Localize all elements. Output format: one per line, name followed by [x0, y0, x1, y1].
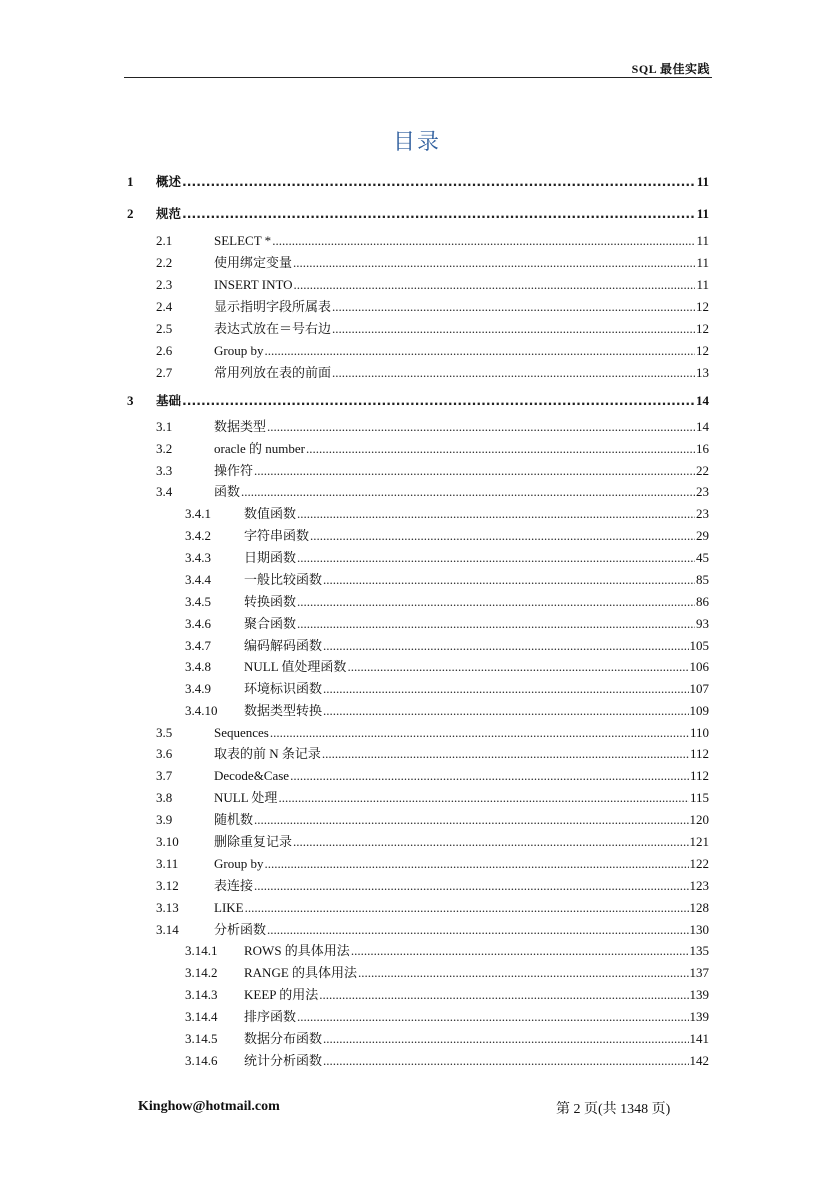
toc-entry-page-number: 11 [696, 206, 709, 221]
toc-entry-number: 3.4.10 [185, 703, 218, 718]
toc-entry[interactable] [185, 657, 709, 677]
dot-leader [332, 363, 695, 383]
toc-entry-title: Decode&Case [214, 768, 290, 783]
toc-entry-number: 3.14.3 [185, 987, 218, 1002]
toc-entry-title: 编码解码函数 [244, 638, 323, 653]
toc-entry-title: Sequences [214, 725, 269, 740]
toc-entry-page-number: 22 [696, 463, 709, 478]
toc-entry[interactable] [156, 319, 709, 339]
toc-entry-page-number: 139 [689, 987, 709, 1002]
toc-entry-number: 2.3 [156, 277, 173, 292]
toc-entry-title: NULL 值处理函数 [244, 659, 347, 674]
dot-leader [323, 679, 688, 699]
toc-entry-title: 函数 [214, 484, 241, 499]
dot-leader [278, 788, 689, 808]
toc-entry-number: 3.4.9 [185, 681, 211, 696]
toc-entry-title: 显示指明字段所属表 [214, 299, 332, 314]
dot-leader [332, 319, 695, 339]
toc-entry[interactable] [156, 788, 709, 808]
toc-entry-page-number: 14 [696, 419, 709, 434]
toc-entry-title: 常用列放在表的前面 [214, 365, 332, 380]
toc-entry-page-number: 109 [689, 703, 709, 718]
toc-entry-number: 2.1 [156, 233, 173, 248]
toc-entry-page-number: 107 [689, 681, 709, 696]
dot-leader [297, 614, 695, 634]
toc-entry-number: 3.4 [156, 484, 173, 499]
toc-entry[interactable] [185, 701, 709, 721]
toc-entry-number: 3.2 [156, 441, 173, 456]
dot-leader [297, 592, 695, 612]
toc-entry-number: 2.6 [156, 343, 173, 358]
dot-leader [182, 172, 696, 192]
toc-entry-title: 数据类型 [214, 419, 267, 434]
dot-leader [358, 963, 688, 983]
toc-entry-page-number: 130 [689, 922, 709, 937]
toc-entry-page-number: 85 [696, 572, 709, 587]
dot-leader [319, 985, 688, 1005]
dot-leader [290, 766, 689, 786]
toc-entry-page-number: 120 [689, 812, 709, 827]
toc-entry-page-number: 11 [696, 277, 709, 292]
toc-entry[interactable] [185, 548, 709, 568]
toc-entry[interactable] [156, 482, 709, 502]
dot-leader [254, 810, 688, 830]
toc-entry[interactable] [156, 766, 709, 786]
toc-entry-page-number: 106 [689, 659, 709, 674]
dot-leader [323, 1051, 688, 1071]
toc-entry-title: 字符串函数 [244, 528, 310, 543]
toc-entry-number: 3 [127, 393, 134, 408]
toc-entry-number: 3.14.2 [185, 965, 218, 980]
dot-leader [323, 1029, 688, 1049]
toc-entry-page-number: 112 [689, 768, 709, 783]
toc-entry-title: NULL 处理 [214, 790, 278, 805]
toc-entry-title: Group by [214, 343, 264, 358]
toc-entry-title: 表连接 [214, 878, 254, 893]
toc-entry[interactable] [156, 920, 709, 940]
toc-entry-page-number: 122 [689, 856, 709, 871]
toc-entry-title: 日期函数 [244, 550, 297, 565]
toc-entry-number: 1 [127, 174, 134, 189]
toc-entry-title: ROWS 的具体用法 [244, 943, 350, 958]
toc-entry-number: 3.3 [156, 463, 173, 478]
toc-entry-number: 3.10 [156, 834, 179, 849]
toc-entry-page-number: 137 [689, 965, 709, 980]
toc-entry[interactable] [156, 275, 709, 295]
toc-entry-number: 3.7 [156, 768, 173, 783]
toc-entry-title: 一般比较函数 [244, 572, 323, 587]
dot-leader [293, 253, 695, 273]
toc-entry-page-number: 11 [696, 233, 709, 248]
toc-entry[interactable] [185, 985, 709, 1005]
dot-leader [297, 1007, 688, 1027]
dot-leader [332, 297, 695, 317]
dot-leader [245, 898, 689, 918]
dot-leader [182, 391, 695, 411]
toc-entry-number: 3.8 [156, 790, 173, 805]
toc-entry-number: 3.4.8 [185, 659, 211, 674]
dot-leader [297, 548, 695, 568]
toc-entry[interactable] [156, 744, 709, 764]
toc-entry-number: 2.7 [156, 365, 173, 380]
toc-entry-page-number: 12 [696, 321, 709, 336]
toc-entry-page-number: 29 [696, 528, 709, 543]
dot-leader [322, 744, 689, 764]
toc-entry[interactable] [156, 297, 709, 317]
toc-entry-title: 删除重复记录 [214, 834, 293, 849]
toc-entry[interactable] [156, 461, 709, 481]
dot-leader [270, 723, 689, 743]
toc-entry[interactable] [156, 231, 709, 251]
toc-entry-page-number: 112 [689, 746, 709, 761]
toc-entry-number: 3.4.1 [185, 506, 211, 521]
toc-entry-page-number: 105 [689, 638, 709, 653]
toc-entry-title: 排序函数 [244, 1009, 297, 1024]
toc-entry-title: 分析函数 [214, 922, 267, 937]
toc-entry-number: 2.4 [156, 299, 173, 314]
toc-entry-title: Group by [214, 856, 264, 871]
toc-entry[interactable] [156, 439, 709, 459]
dot-leader [294, 275, 696, 295]
toc-entry-page-number: 45 [696, 550, 709, 565]
toc-entry[interactable] [156, 810, 709, 830]
toc-entry-title: 规范 [156, 206, 182, 221]
toc-entry-number: 3.14.4 [185, 1009, 218, 1024]
toc-entry-number: 3.14.5 [185, 1031, 218, 1046]
toc-entry-page-number: 142 [689, 1053, 709, 1068]
toc-entry-page-number: 13 [696, 365, 709, 380]
toc-entry-page-number: 93 [696, 616, 709, 631]
toc-entry-title: 基础 [156, 393, 182, 408]
toc-entry-title: 数据分布函数 [244, 1031, 323, 1046]
toc-entry[interactable] [185, 636, 709, 656]
toc-entry-number: 3.4.3 [185, 550, 211, 565]
toc-entry-page-number: 16 [696, 441, 709, 456]
running-header-title: SQL 最佳实践 [631, 62, 710, 76]
toc-entry-number: 3.4.4 [185, 572, 211, 587]
toc-entry-title: INSERT INTO [214, 277, 293, 292]
toc-entry[interactable] [185, 592, 709, 612]
toc-entry[interactable] [156, 417, 709, 437]
dot-leader [293, 832, 688, 852]
toc-entry-number: 3.9 [156, 812, 173, 827]
toc-entry-page-number: 141 [689, 1031, 709, 1046]
dot-leader [241, 482, 695, 502]
toc-entry-page-number: 128 [689, 900, 709, 915]
dot-leader [323, 636, 688, 656]
toc-entry-page-number: 123 [689, 878, 709, 893]
toc-entry-title: SELECT * [214, 233, 272, 248]
toc-entry-number: 3.4.2 [185, 528, 211, 543]
dot-leader [351, 941, 689, 961]
toc-entry[interactable] [185, 963, 709, 983]
toc-entry-title: KEEP 的用法 [244, 987, 319, 1002]
toc-entry-number: 3.12 [156, 878, 179, 893]
toc-entry[interactable] [156, 341, 709, 361]
dot-leader [323, 570, 695, 590]
toc-entry[interactable] [185, 570, 709, 590]
toc-entry-number: 3.1 [156, 419, 173, 434]
footer-email: Kinghow@hotmail.com [138, 1099, 280, 1114]
dot-leader [267, 417, 695, 437]
toc-entry-page-number: 11 [696, 255, 709, 270]
toc-entry[interactable] [185, 504, 709, 524]
toc-entry-title: 数据类型转换 [244, 703, 323, 718]
toc-entry-number: 3.5 [156, 725, 173, 740]
toc-entry-page-number: 14 [696, 393, 709, 408]
dot-leader [264, 854, 688, 874]
toc-entry-title: 统计分析函数 [244, 1053, 323, 1068]
toc-entry-page-number: 115 [689, 790, 709, 805]
toc-entry-title: 表达式放在＝号右边 [214, 321, 332, 336]
toc-entry-title: LIKE [214, 900, 244, 915]
toc-entry-page-number: 110 [689, 725, 709, 740]
toc-entry-number: 3.14 [156, 922, 179, 937]
toc-entry-page-number: 12 [696, 343, 709, 358]
toc-entry-title: 数值函数 [244, 506, 297, 521]
toc-entry-number: 2.5 [156, 321, 173, 336]
toc-entry-number: 3.4.7 [185, 638, 211, 653]
toc-entry[interactable] [156, 832, 709, 852]
dot-leader [264, 341, 695, 361]
toc-entry-page-number: 23 [696, 484, 709, 499]
toc-entry[interactable] [127, 172, 709, 192]
dot-leader [272, 231, 695, 251]
toc-entry-title: oracle 的 number [214, 441, 305, 456]
dot-leader [310, 526, 695, 546]
toc-entry-number: 3.14.1 [185, 943, 218, 958]
toc-entry-page-number: 12 [696, 299, 709, 314]
toc-entry-number: 2.2 [156, 255, 173, 270]
toc-entry-title: 随机数 [214, 812, 254, 827]
toc-entry-title: 取表的前 N 条记录 [214, 746, 321, 761]
toc-entry-title: RANGE 的具体用法 [244, 965, 358, 980]
toc-entry-page-number: 139 [689, 1009, 709, 1024]
toc-entry-number: 3.6 [156, 746, 173, 761]
dot-leader [306, 439, 695, 459]
toc-entry[interactable] [156, 723, 709, 743]
toc-entry-page-number: 23 [696, 506, 709, 521]
footer-page-number: 第 2 页(共 1348 页) [556, 1102, 671, 1117]
toc-entry-title: 转换函数 [244, 594, 297, 609]
dot-leader [347, 657, 688, 677]
toc-entry-title: 概述 [156, 174, 182, 189]
toc-entry-number: 3.4.6 [185, 616, 211, 631]
toc-entry-number: 3.14.6 [185, 1053, 218, 1068]
toc-entry[interactable] [156, 876, 709, 896]
toc-entry-title: 聚合函数 [244, 616, 297, 631]
toc-entry[interactable] [185, 1007, 709, 1027]
dot-leader [267, 920, 688, 940]
dot-leader [254, 876, 688, 896]
toc-entry[interactable] [185, 526, 709, 546]
toc-entry[interactable] [156, 253, 709, 273]
toc-entry-number: 3.13 [156, 900, 179, 915]
toc-entry-number: 3.11 [156, 856, 179, 871]
toc-entry-page-number: 11 [696, 174, 709, 189]
toc-entry-number: 2 [127, 206, 134, 221]
dot-leader [297, 504, 695, 524]
toc-entry-page-number: 135 [689, 943, 709, 958]
toc-entry-title: 使用绑定变量 [214, 255, 293, 270]
header-divider [124, 77, 712, 78]
toc-entry[interactable] [185, 1051, 709, 1071]
toc-entry[interactable] [127, 204, 709, 224]
toc-entry[interactable] [185, 679, 709, 699]
toc-entry[interactable] [185, 614, 709, 634]
toc-entry-number: 3.4.5 [185, 594, 211, 609]
toc-entry[interactable] [185, 1029, 709, 1049]
dot-leader [323, 701, 688, 721]
toc-entry-page-number: 86 [696, 594, 709, 609]
toc-entry[interactable] [156, 854, 709, 874]
toc-heading: 目录 [392, 130, 441, 155]
toc-entry-page-number: 121 [689, 834, 709, 849]
toc-entry[interactable] [156, 898, 709, 918]
dot-leader [254, 461, 695, 481]
toc-entry[interactable] [127, 391, 709, 411]
dot-leader [182, 204, 696, 224]
toc-entry[interactable] [185, 941, 709, 961]
toc-entry[interactable] [156, 363, 709, 383]
toc-entry-title: 环境标识函数 [244, 681, 323, 696]
toc-entry-title: 操作符 [214, 463, 254, 478]
